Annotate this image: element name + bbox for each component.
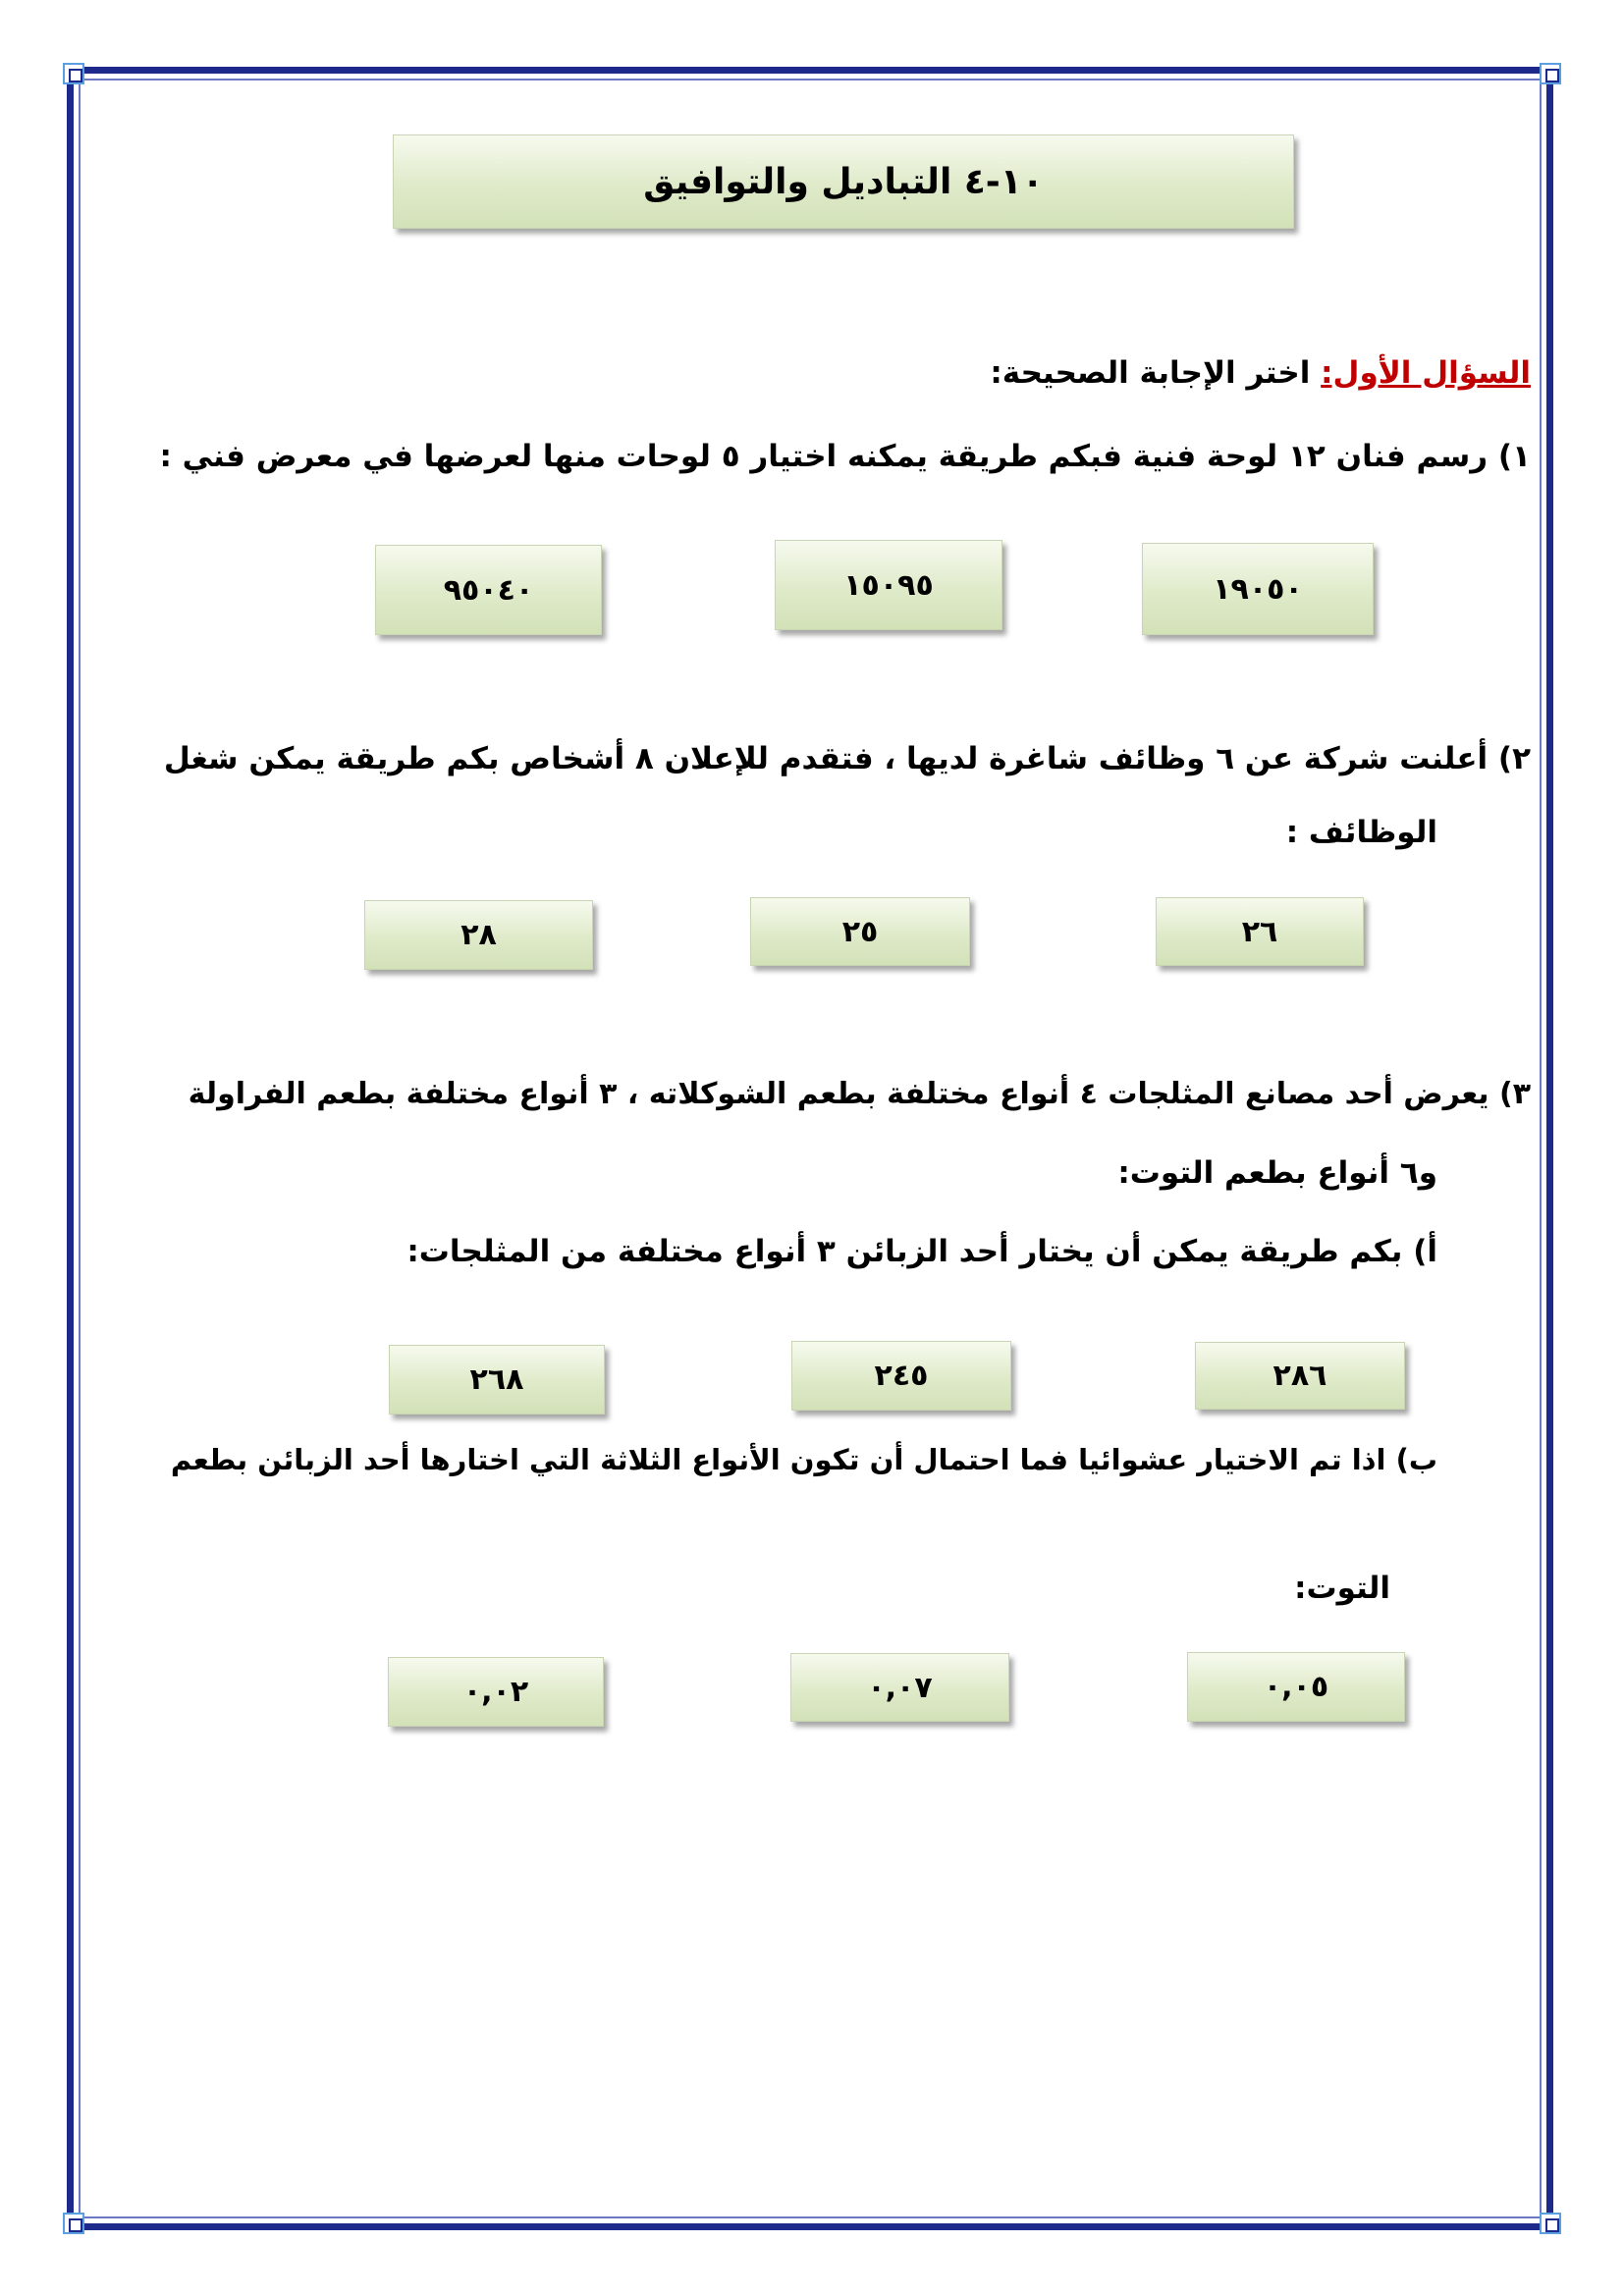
q3a-option-3[interactable] [389, 1345, 605, 1415]
question-3b-text-line-2: التوت: [1294, 1571, 1390, 1606]
q3a-option-1[interactable] [1195, 1342, 1405, 1410]
q1-option-2[interactable] [775, 540, 1002, 630]
question-3-text-line-1: ٣) يعرض أحد مصانع المثلجات ٤ أنواع مختلفة بطعم الشوكلاته ، ٣ أنواع مختلفة بطعم الفراولة [188, 1077, 1531, 1111]
question-1-text: ١) رسم فنان ١٢ لوحة فنية فبكم طريقة يمكنه اختيار ٥ لوحات منها لعرضها في معرض فني : [159, 439, 1531, 474]
q3a-option-2-value: ٢٤٥ [874, 1359, 929, 1393]
q3a-option-2[interactable] [791, 1341, 1011, 1411]
q3b-option-1-value: ٠,٠٥ [1263, 1670, 1329, 1704]
q3b-option-2[interactable] [790, 1653, 1009, 1722]
section-instruction: اختر الإجابة الصحيحة: [990, 355, 1322, 391]
q1-option-3[interactable] [375, 545, 602, 635]
q2-option-2-value: ٢٥ [841, 914, 879, 949]
q2-option-3[interactable] [364, 900, 593, 970]
border-corner-top-left [63, 63, 84, 84]
question-3-text-line-2: و٦ أنواع بطعم التوت: [1117, 1155, 1437, 1191]
border-corner-bottom-left [63, 2213, 84, 2234]
lesson-title-box [393, 134, 1294, 229]
q1-option-2-value: ١٥٠٩٥ [843, 567, 934, 603]
question-2-text-line-1: ٢) أعلنت شركة عن ٦ وظائف شاغرة لديها ، فتقدم للإعلان ٨ أشخاص بكم طريقة يمكن شغل [163, 741, 1531, 776]
lesson-title: ١٠-٤ التباديل والتوافيق [643, 161, 1044, 202]
q3b-option-3-value: ٠,٠٢ [462, 1675, 529, 1709]
q3b-option-3[interactable] [388, 1657, 604, 1727]
q3b-option-1[interactable] [1187, 1652, 1405, 1722]
border-corner-top-right [1540, 63, 1561, 84]
q1-option-1[interactable] [1142, 543, 1374, 635]
q3a-option-3-value: ٢٦٨ [469, 1362, 524, 1397]
q2-option-3-value: ٢٨ [460, 918, 497, 952]
q3a-option-1-value: ٢٨٦ [1272, 1359, 1327, 1393]
question-3b-text-line-1: ب) اذا تم الاختيار عشوائيا فما احتمال أن تكون الأنواع الثلاثة التي اختارها أحد الزبائن بطعم [170, 1443, 1437, 1476]
question-number-label: السؤال الأول: [1321, 355, 1531, 391]
question-3a-text: أ) بكم طريقة يمكن أن يختار أحد الزبائن ٣ أنواع مختلفة من المثلجات: [406, 1234, 1437, 1269]
section-header [990, 355, 1531, 392]
question-2-text-line-2: الوظائف : [1285, 815, 1437, 850]
q1-option-1-value: ١٩٠٥٠ [1213, 571, 1303, 607]
q2-option-1[interactable] [1156, 897, 1364, 966]
q1-option-3-value: ٩٥٠٤٠ [443, 572, 534, 608]
q2-option-2[interactable] [750, 897, 970, 966]
q2-option-1-value: ٢٦ [1241, 914, 1278, 949]
border-corner-bottom-right [1540, 2213, 1561, 2234]
q3b-option-2-value: ٠,٠٧ [867, 1670, 933, 1705]
page-border-inner [79, 79, 1542, 2218]
